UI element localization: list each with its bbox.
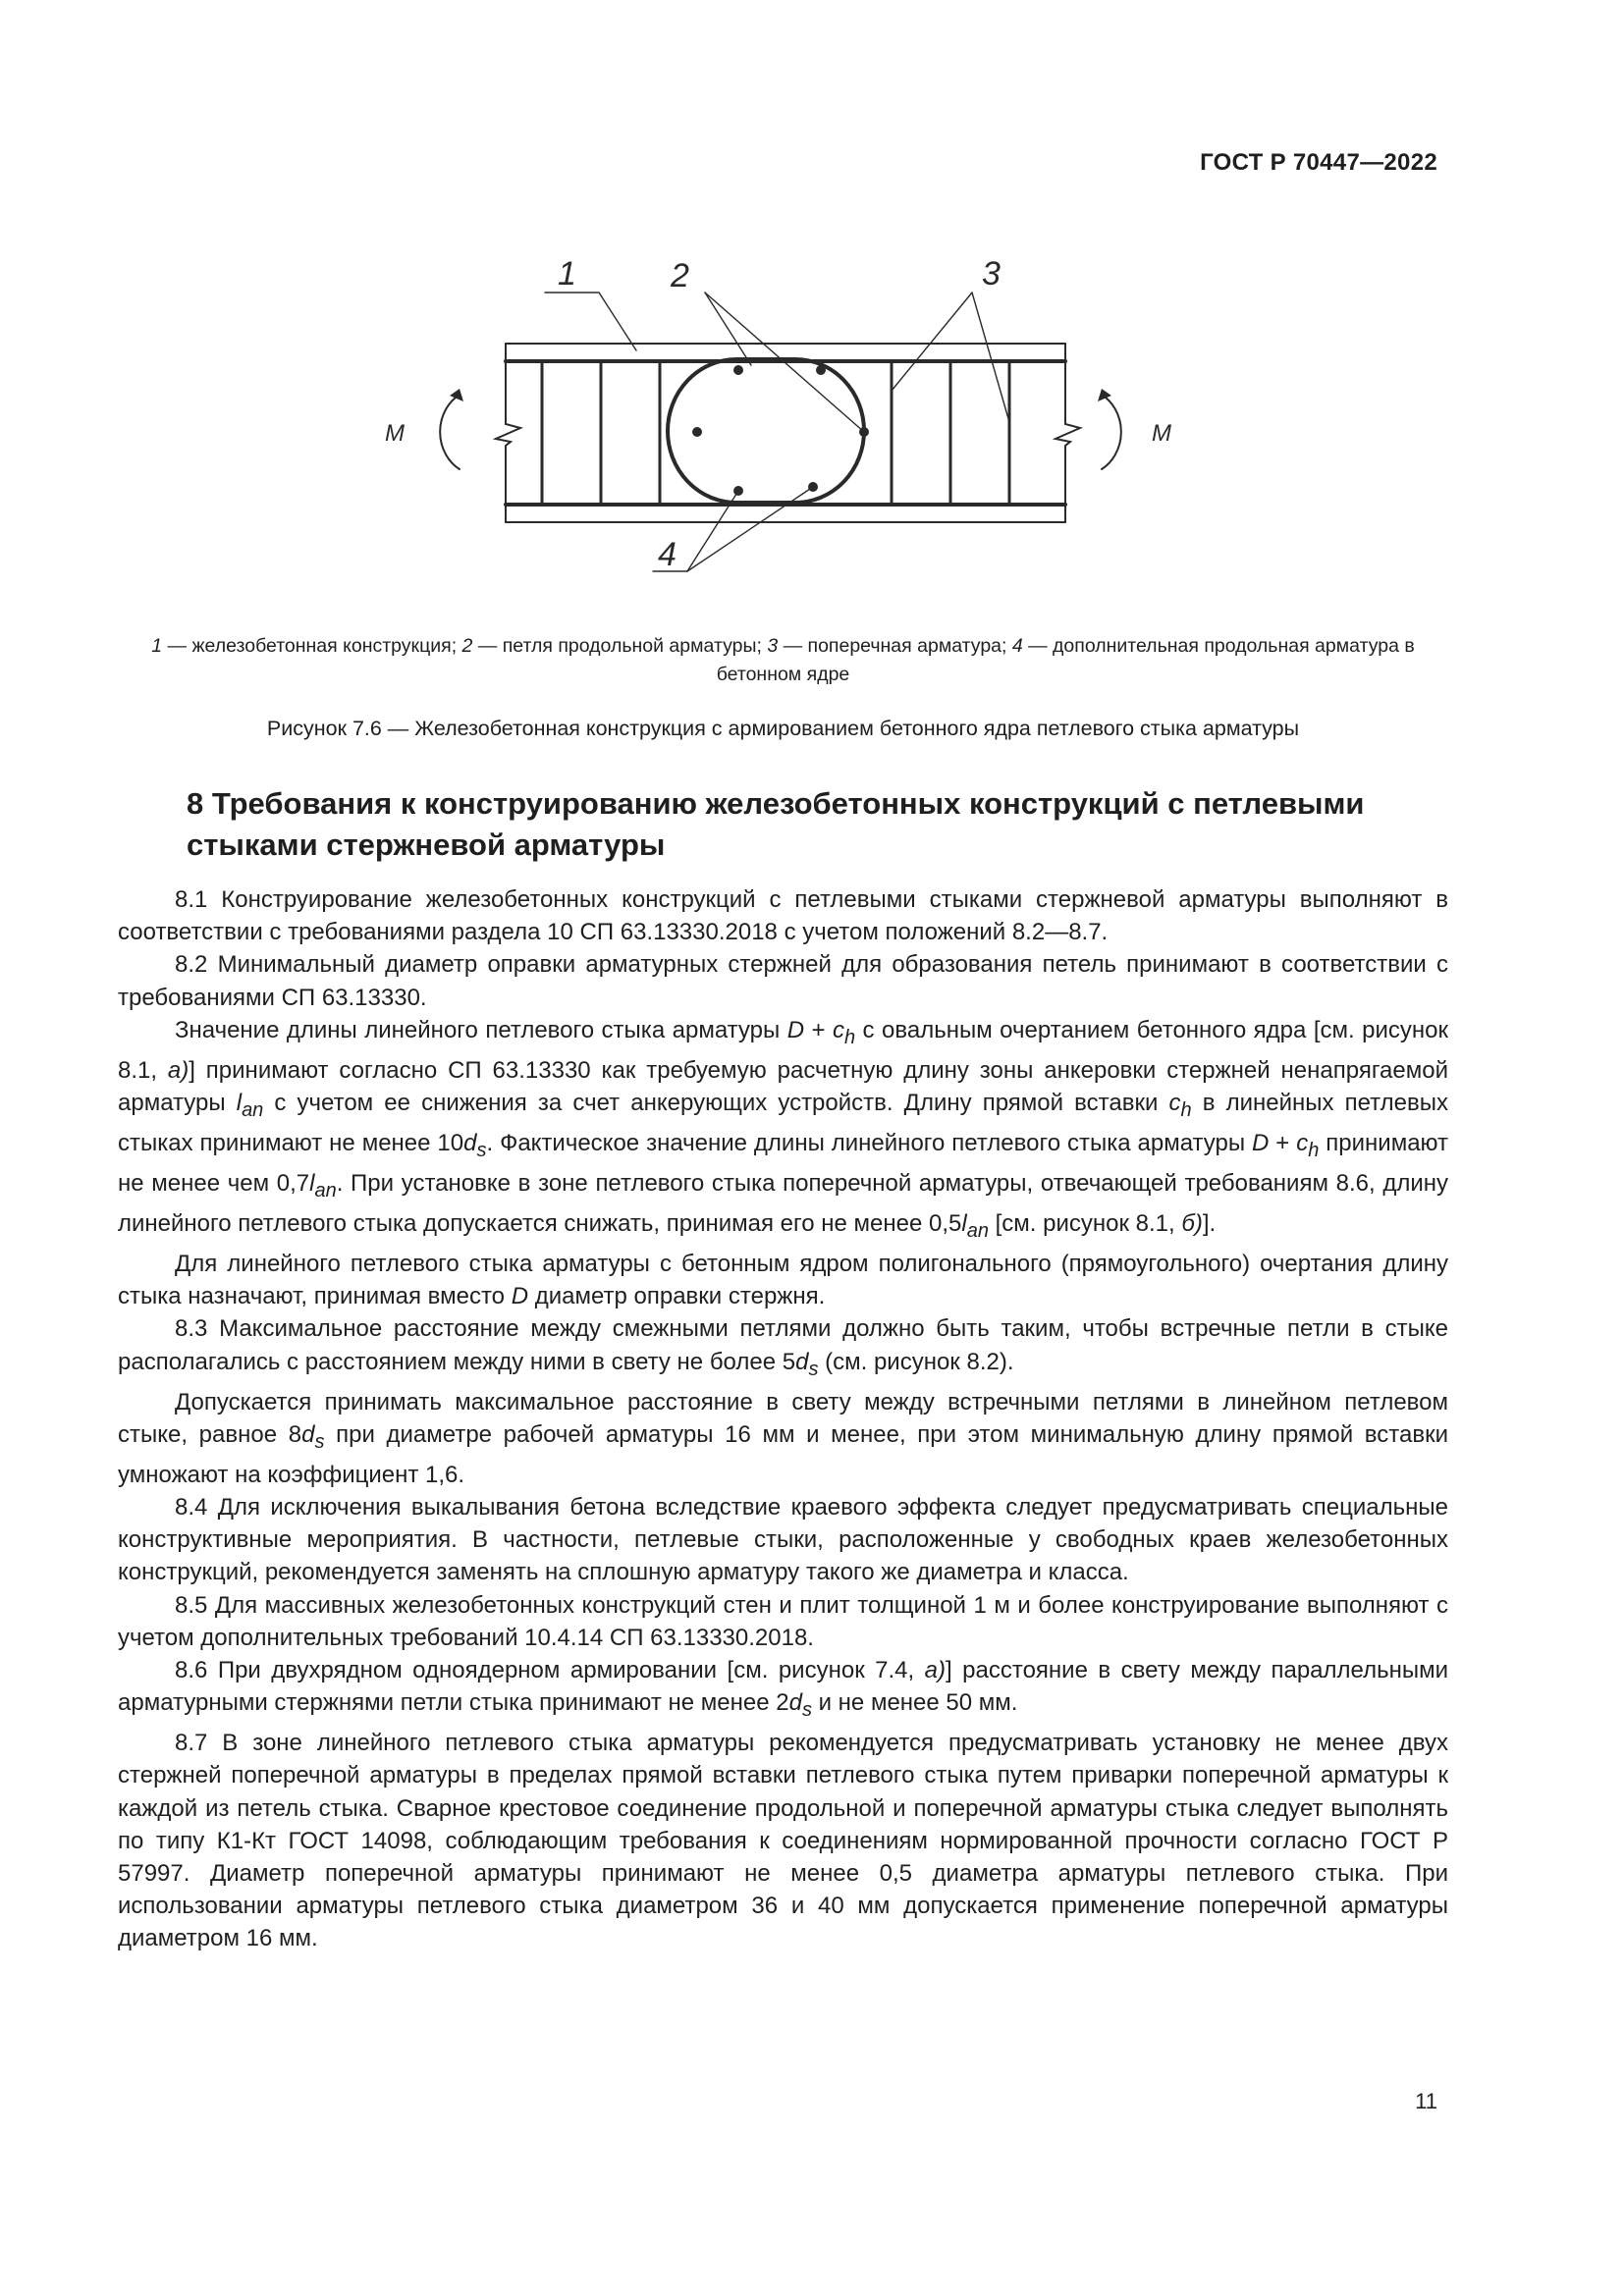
text-run: an (242, 1098, 264, 1121)
text-run: l (236, 1090, 243, 1117)
callout-1: 1 (558, 255, 576, 293)
text-run: в линейных петлевых стыках принимают не менее 10 (118, 1090, 1448, 1157)
core-bar (859, 427, 869, 437)
text-run: [см. рисунок 8.1, (988, 1210, 1182, 1238)
text-run: и не менее 50 мм. (811, 1689, 1018, 1717)
text-run: 8.5 Для массивных железобетонных конструкций стен и плит толщиной 1 м и более конструирование выполняют с учетом дополнительных требований 10.4.14 СП 63.13330.2018. (118, 1591, 1448, 1651)
callout-2: 2 (671, 257, 689, 294)
text-run: 8.3 Максимальное расстояние между смежными петлями должно быть таким, чтобы встречные петли в стыке располагались с расстоянием между ними в свету не более 5 (118, 1315, 1448, 1375)
callout-4: 4 (658, 536, 677, 573)
core-bar (733, 486, 743, 496)
leader-3b (972, 293, 1009, 422)
text-run: s (808, 1358, 819, 1380)
leader-1 (545, 293, 636, 350)
paragraph (118, 1491, 1448, 1589)
legend-text: — дополнительная продольная арматура в бетонном ядре (716, 635, 1415, 685)
text-run: d (301, 1420, 315, 1448)
moment-label-right: М (1152, 420, 1171, 447)
legend-text: — поперечная арматура; (778, 635, 1012, 657)
text-run: an (966, 1219, 989, 1242)
legend-number: 1 (151, 635, 163, 657)
text-run: 8.2 Минимальный диаметр оправки арматурных стержней для образования петель принимают в соответствии с требованиями СП 63.13330. (118, 951, 1448, 1011)
page-number: 11 (1415, 2089, 1437, 2113)
arrowhead-left (450, 389, 463, 401)
paragraph (118, 1386, 1448, 1491)
leader-3a (892, 293, 972, 391)
text-run: D (1252, 1130, 1270, 1157)
text-run: d (463, 1130, 477, 1157)
core-bar (733, 365, 743, 375)
text-run: б) (1181, 1210, 1203, 1238)
text-run: 8.7 В зоне линейного петлевого стыка арматуры рекомендуется предусматривать установку не менее двух стержней поперечной арматуры в пределах прямой вставки петлевого стыка путем приварки поперечной арматуры к каждой из петель стыка. Сварное крестовое соединение продольной и поперечной арматуры стыка следует выполнять по типу К1-Кт ГОСТ 14098, соблюдающим требования к соединениям нормированной прочности согласно ГОСТ Р 57997. Диаметр поперечной арматуры принимают не менее 0,5 диаметра арматуры петлевого стыка. При использовании арматуры петлевого стыка диаметром 36 и 40 мм допускается применение поперечной арматуры диаметром 16 мм. (118, 1730, 1448, 1952)
text-run: ] принимают согласно СП 63.13330 как требуемую расчетную длину зоны анкеровки стержней ненапрягаемой арматуры (118, 1056, 1449, 1117)
paragraph (118, 1589, 1448, 1654)
text-run: Для линейного петлевого стыка арматуры с бетонным ядром полигонального (прямоугольного) очертания длину стыка назначают, принимая вместо (118, 1251, 1448, 1310)
core-bar (692, 427, 702, 437)
text-run: h (1308, 1139, 1320, 1161)
paragraph (118, 883, 1448, 948)
text-run: s (314, 1430, 325, 1453)
paragraph (118, 1248, 1448, 1312)
text-run: an (314, 1179, 337, 1201)
text-run: 8.1 Конструирование железобетонных конструкций с петлевыми стыками стержневой арматуры выполняют в соответствии с требованиями раздела 10 СП 63.13330.2018 с учетом положений 8.2—8.7. (118, 886, 1448, 946)
legend-number: 4 (1011, 635, 1023, 657)
text-run: D (786, 1016, 805, 1043)
paragraph (118, 1727, 1448, 1954)
legend-text: — железобетонная конструкция; (162, 635, 462, 657)
text-run: c (1168, 1090, 1181, 1117)
text-run: а) (167, 1056, 189, 1084)
figure-caption: Рисунок 7.6 — Железобетонная конструкция с армированием бетонного ядра петлевого стыка арматуры (266, 717, 1300, 740)
text-run: при диаметре рабочей арматуры 16 мм и менее, при этом минимальную длину прямой вставки умножают на коэффициент 1,6. (118, 1420, 1449, 1488)
text-run: D (511, 1283, 529, 1310)
legend-text: — петля продольной арматуры; (472, 635, 768, 657)
text-run: диаметр оправки стержня. (528, 1283, 826, 1310)
break-line-left (496, 344, 520, 522)
text-run: h (843, 1026, 856, 1048)
leader-4b (687, 487, 813, 571)
legend-number: 3 (767, 635, 779, 657)
text-run: ] расстояние в свету между параллельными арматурными стержнями петли стыка принимают не менее 2 (118, 1657, 1448, 1717)
paragraph (118, 1654, 1448, 1727)
text-run: h (1180, 1098, 1192, 1121)
figure-7-6 (0, 0, 1624, 609)
figure-legend (118, 632, 1448, 689)
arrowhead-right (1098, 389, 1111, 401)
core-bar (808, 482, 818, 492)
text-run: 8.4 Для исключения выкалывания бетона вследствие краевого эффекта следует предусматривать специальные конструктивные мероприятия. В частности, петлевые стыки, расположенные у свободных краев железобетонных конструкций, рекомендуется заменять на сплошную арматуру такого же диаметра и класса. (118, 1494, 1448, 1586)
text-run: c (1296, 1130, 1309, 1157)
moment-label-left: М (385, 420, 405, 447)
text-run: ]. (1202, 1210, 1217, 1238)
section-heading: 8 Требования к конструированию железобетонных конструкций с петлевыми стыками стержневой арматуры (187, 786, 1365, 862)
text-run: а) (924, 1657, 947, 1684)
body-text (118, 883, 1448, 1955)
paragraph (118, 948, 1448, 1013)
text-run: с овальным очертанием бетонного ядра [см. рисунок 8.1, (118, 1016, 1448, 1084)
core-bar (816, 365, 826, 375)
legend-number: 2 (461, 635, 473, 657)
text-run: Допускается принимать максимальное расстояние в свету между встречными петлями в линейном петлевом стыке, равное 8 (118, 1388, 1448, 1448)
text-run: принимают не менее чем 0,7 (118, 1130, 1449, 1198)
text-run: 8.6 При двухрядном одноядерном армировании [см. рисунок 7.4, (175, 1657, 925, 1684)
text-run: + (804, 1016, 833, 1043)
paragraph (118, 1312, 1448, 1385)
text-run: l (961, 1210, 967, 1238)
text-run: + (1269, 1130, 1297, 1157)
document-code: ГОСТ Р 70447—2022 (1200, 149, 1437, 176)
paragraph (118, 1014, 1448, 1248)
text-run: c (832, 1016, 844, 1043)
text-run: Значение длины линейного петлевого стыка арматуры (175, 1016, 787, 1043)
text-run: . Фактическое значение длины линейного петлевого стыка арматуры (486, 1130, 1253, 1157)
leader-2a (705, 293, 751, 365)
moment-arrow-left (440, 395, 460, 469)
text-run: с учетом ее снижения за счет анкерующих устройств. Длину прямой вставки (263, 1090, 1169, 1117)
break-line-right (1056, 344, 1080, 522)
text-run: d (795, 1348, 809, 1375)
text-run: s (801, 1699, 812, 1722)
text-run: s (476, 1139, 487, 1161)
text-run: d (788, 1689, 802, 1717)
text-run: . При установке в зоне петлевого стыка поперечной арматуры, отвечающей требованиям 8.6, длину линейного петлевого стыка допускается снижать, принимая его не менее 0,5 (118, 1170, 1448, 1238)
callout-3: 3 (982, 255, 1001, 293)
joint-drawing (0, 0, 1624, 609)
moment-arrow-right (1102, 395, 1121, 469)
text-run: l (309, 1170, 315, 1198)
text-run: (см. рисунок 8.2). (818, 1348, 1014, 1375)
